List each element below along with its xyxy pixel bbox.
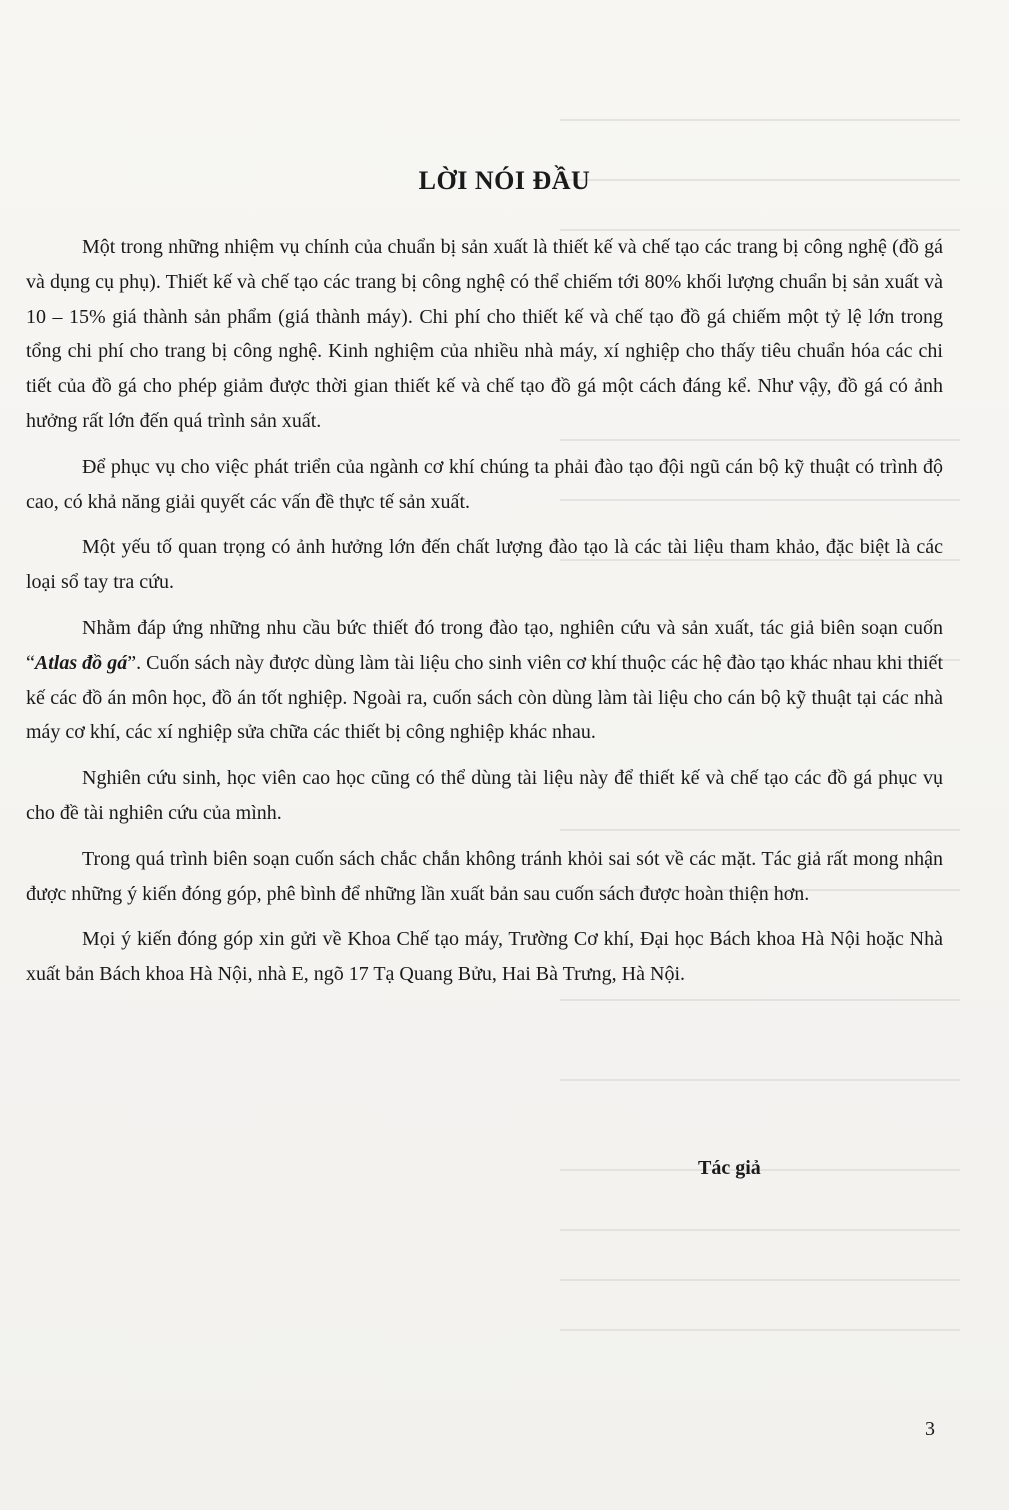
paragraph-4-intro: Nhằm đáp ứng những nhu cầu bức thiết đó trong đào tạo, nghiên cứu và sản xuất, tác giả biên soạn cuốn “ [26, 616, 943, 674]
book-title: Atlas đồ gá [34, 651, 128, 674]
paragraph-4 [26, 611, 943, 750]
paragraph-6: Trong quá trình biên soạn cuốn sách chắc chắn không tránh khỏi sai sót về các mặt. Tác giả rất mong nhận được những ý kiến đóng góp, phê bình để những lần xuất bản sau cuốn sách được hoàn thiện hơn. [26, 847, 943, 905]
page-title: LỜI NÓI ĐẦU [418, 166, 591, 195]
body-text [26, 230, 943, 1003]
page-number: 3 [925, 1418, 935, 1440]
paragraph-2: Để phục vụ cho việc phát triển của ngành cơ khí chúng ta phải đào tạo đội ngũ cán bộ kỹ thuật có trình độ cao, có khả năng giải quyết các vấn đề thực tế sản xuất. [26, 455, 943, 513]
paragraph-5: Nghiên cứu sinh, học viên cao học cũng có thể dùng tài liệu này để thiết kế và chế tạo các đồ gá phục vụ cho đề tài nghiên cứu của mình. [26, 767, 943, 824]
paragraph-3: Một yếu tố quan trọng có ảnh hưởng lớn đến chất lượng đào tạo là các tài liệu tham khảo, đặc biệt là các loại sổ tay tra cứu. [26, 536, 943, 594]
paragraph-1: Một trong những nhiệm vụ chính của chuẩn bị sản xuất là thiết kế và chế tạo các trang bị công nghệ (đồ gá và dụng cụ phụ). Thiết kế và chế tạo các trang bị công nghệ có thể chiếm tới 80% khối lượng chuẩn bị sản xuất và 10 – 15% giá thành sản phẩm (giá thành máy). Chi phí cho thiết kế và chế tạo đồ gá chiếm một tỷ lệ lớn trong tổng chi phí cho trang bị công nghệ. Kinh nghiệm của nhiều nhà máy, xí nghiệp cho thấy tiêu chuẩn hóa các chi tiết của đồ gá cho phép giảm được thời gian thiết kế và chế tạo đồ gá một cách đáng kể. Như vậy, đồ gá có ảnh hưởng rất lớn đến quá trình sản xuất. [26, 236, 943, 432]
author-signature: Tác giả [698, 1157, 761, 1179]
paragraph-7: Mọi ý kiến đóng góp xin gửi về Khoa Chế tạo máy, Trường Cơ khí, Đại học Bách khoa Hà Nội hoặc Nhà xuất bản Bách khoa Hà Nội, nhà E, ngõ 17 Tạ Quang Bửu, Hai Bà Trưng, Hà Nội. [26, 928, 943, 986]
paragraph-4-rest: ”. Cuốn sách này được dùng làm tài liệu cho sinh viên cơ khí thuộc các hệ đào tạo khác nhau khi thiết kế các đồ án môn học, đồ án tốt nghiệp. Ngoài ra, cuốn sách còn dùng làm tài liệu cho cán bộ kỹ thuật tại các nhà máy cơ khí, các xí nghiệp sửa chữa các thiết bị công nghiệp khác nhau. [26, 651, 943, 744]
